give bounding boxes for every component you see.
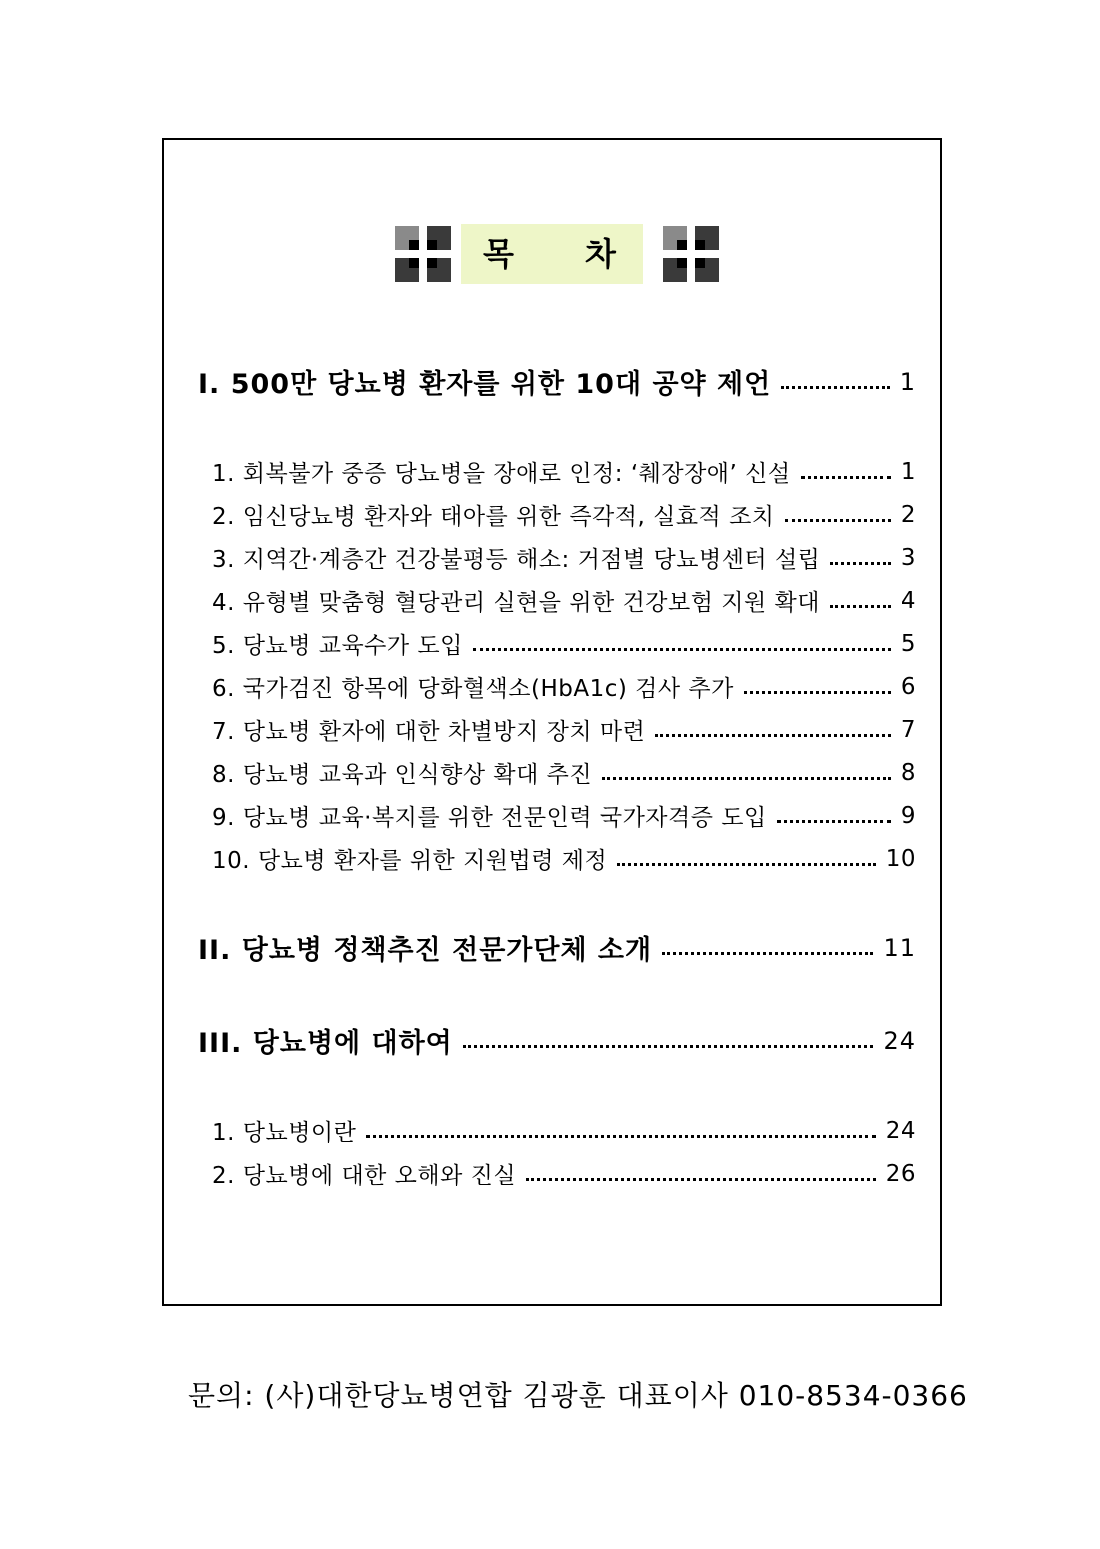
toc-item-label: 2. 임신당뇨병 환자와 태아를 위한 즉각적, 실효적 조치: [212, 504, 775, 530]
toc-item-label: 8. 당뇨병 교육과 인식향상 확대 추진: [212, 762, 593, 788]
toc-item-label: 1. 당뇨병이란: [212, 1120, 357, 1146]
toc-page-number: 24: [885, 1117, 916, 1144]
leader-dots: [662, 952, 873, 955]
toc-section-label: III. 당뇨병에 대하여: [198, 1028, 453, 1059]
toc-item[interactable]: [212, 1114, 916, 1147]
leader-dots: [602, 777, 891, 780]
toc-page-number: 10: [885, 845, 916, 872]
toc-item-label: 6. 국가검진 항목에 당화혈색소(HbA1c) 검사 추가: [212, 676, 734, 702]
leader-dots: [473, 648, 891, 651]
toc-page-number: 26: [885, 1160, 916, 1187]
toc-item[interactable]: [212, 584, 916, 617]
toc-title-char-2: 차: [585, 235, 616, 273]
toc-item-label: 9. 당뇨병 교육·복지를 위한 전문인력 국가자격증 도입: [212, 805, 767, 831]
toc-item[interactable]: [212, 1157, 916, 1190]
decorative-squares-icon: [395, 226, 451, 282]
leader-dots: [785, 519, 891, 522]
leader-dots: [655, 734, 891, 737]
decorative-squares-icon: [663, 226, 719, 282]
toc-page-number: 4: [900, 587, 916, 614]
toc-title-row: [395, 224, 725, 284]
leader-dots: [777, 820, 891, 823]
toc-section-label: I. 500만 당뇨병 환자를 위한 10대 공약 제언: [198, 369, 772, 400]
toc-item[interactable]: [212, 455, 916, 488]
toc-page-number: 9: [900, 802, 916, 829]
toc-page-number: 8: [900, 759, 916, 786]
toc-item[interactable]: [212, 541, 916, 574]
leader-dots: [617, 863, 876, 866]
leader-dots: [526, 1178, 876, 1181]
toc-page-number: 6: [900, 673, 916, 700]
leader-dots: [781, 386, 890, 389]
toc-page-number: 2: [900, 501, 916, 528]
toc-item-label: 3. 지역간·계층간 건강불평등 해소: 거점별 당뇨병센터 설립: [212, 547, 821, 573]
toc-item[interactable]: [212, 756, 916, 789]
toc-page-number: 1: [900, 458, 916, 485]
toc-section-label: II. 당뇨병 정책추진 전문가단체 소개: [198, 935, 653, 966]
toc-section-2[interactable]: [198, 928, 916, 967]
toc-item[interactable]: [212, 799, 916, 832]
leader-dots: [744, 691, 891, 694]
toc-item-label: 7. 당뇨병 환자에 대한 차별방지 장치 마련: [212, 719, 646, 745]
toc-item[interactable]: [212, 842, 916, 875]
leader-dots: [801, 476, 891, 479]
toc-page-number: 7: [900, 716, 916, 743]
toc-item[interactable]: [212, 498, 916, 531]
leader-dots: [463, 1045, 874, 1048]
toc-page-number: 3: [900, 544, 916, 571]
toc-item[interactable]: [212, 670, 916, 703]
toc-item[interactable]: [212, 627, 916, 660]
contact-footer: 문의: (사)대한당뇨병연합 김광훈 대표이사 010-8534-0366: [188, 1379, 968, 1412]
toc-item-label: 10. 당뇨병 환자를 위한 지원법령 제정: [212, 848, 608, 874]
toc-section-3[interactable]: [198, 1021, 916, 1060]
toc-title-box: [461, 224, 643, 284]
toc-item-label: 1. 회복불가 중증 당뇨병을 장애로 인정: ‘췌장장애’ 신설: [212, 461, 791, 487]
toc-page-number: 5: [900, 630, 916, 657]
toc-section-1[interactable]: [198, 362, 916, 401]
toc-item-label: 5. 당뇨병 교육수가 도입: [212, 633, 463, 659]
toc-page-number: 24: [883, 1026, 916, 1055]
toc-page-number: 11: [883, 933, 916, 962]
toc-item[interactable]: [212, 713, 916, 746]
toc-item-label: 2. 당뇨병에 대한 오해와 진실: [212, 1163, 517, 1189]
leader-dots: [366, 1135, 875, 1138]
toc-item-label: 4. 유형별 맞춤형 혈당관리 실현을 위한 건강보험 지원 확대: [212, 590, 820, 616]
toc-page-number: 1: [899, 367, 916, 396]
toc-title-char-1: 목: [483, 235, 514, 273]
leader-dots: [830, 605, 891, 608]
leader-dots: [830, 562, 890, 565]
